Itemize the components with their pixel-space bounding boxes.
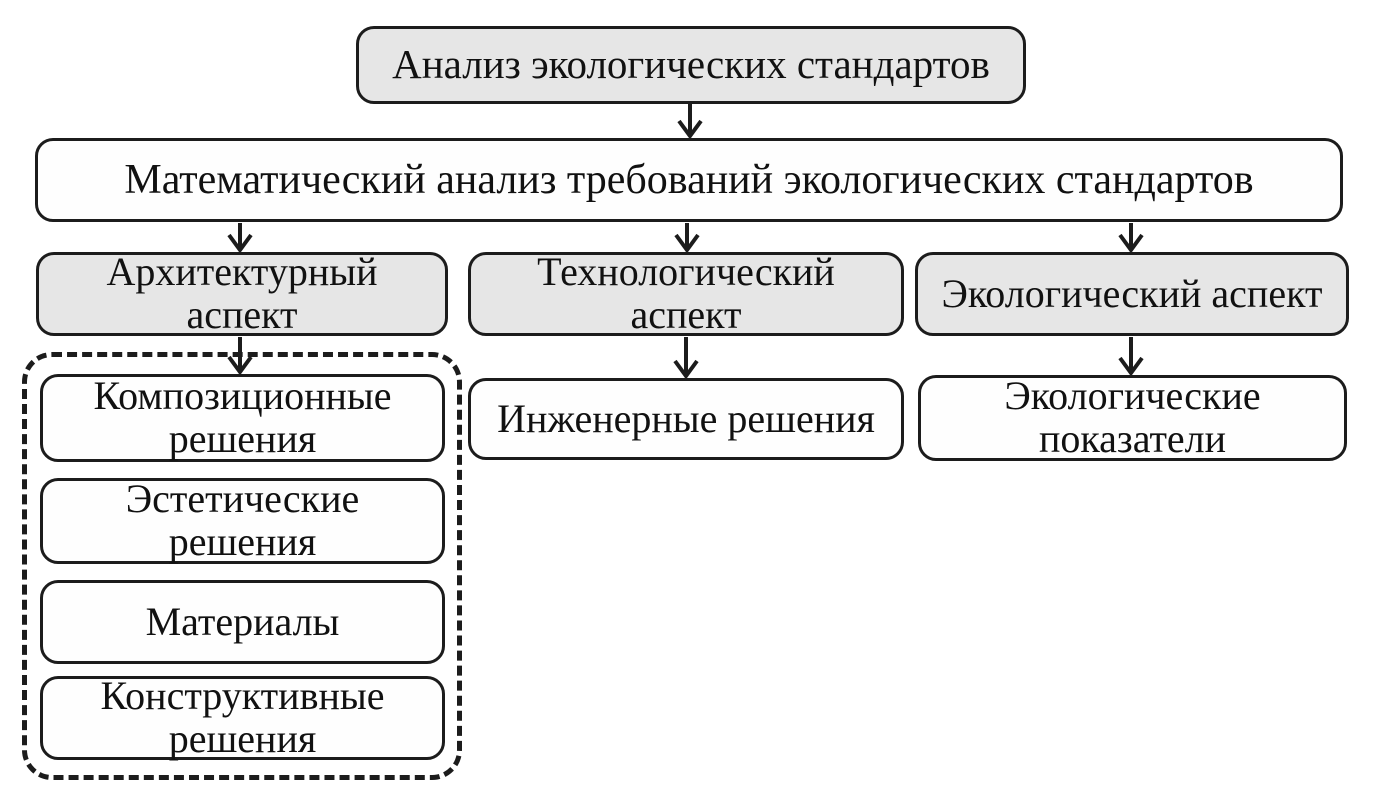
arrow-analysis-to-architectural [229, 223, 251, 250]
node-engineering-solutions: Инженерные решения [468, 378, 904, 460]
node-root: Анализ экологических стандартов [356, 26, 1026, 104]
node-aspect-technological: Технологический аспект [468, 252, 904, 336]
node-structural-solutions: Конструктивные решения [40, 676, 445, 760]
node-aesthetic-solutions: Эстетические решения [40, 478, 445, 564]
node-aspect-ecological: Экологический аспект [915, 252, 1349, 336]
arrow-root-to-analysis [679, 104, 701, 136]
arrow-ecological-to-indicators [1120, 337, 1142, 373]
arrow-technological-to-engineering [675, 337, 697, 376]
node-compositional-solutions: Композиционные решения [40, 374, 445, 462]
arrow-analysis-to-technological [676, 223, 698, 250]
node-aspect-architectural: Архитектурный аспект [36, 252, 448, 336]
node-math-analysis: Математический анализ требований экологических стандартов [35, 138, 1343, 222]
node-ecological-indicators: Экологические показатели [918, 375, 1347, 461]
arrow-analysis-to-ecological [1120, 223, 1142, 250]
node-materials: Материалы [40, 580, 445, 664]
